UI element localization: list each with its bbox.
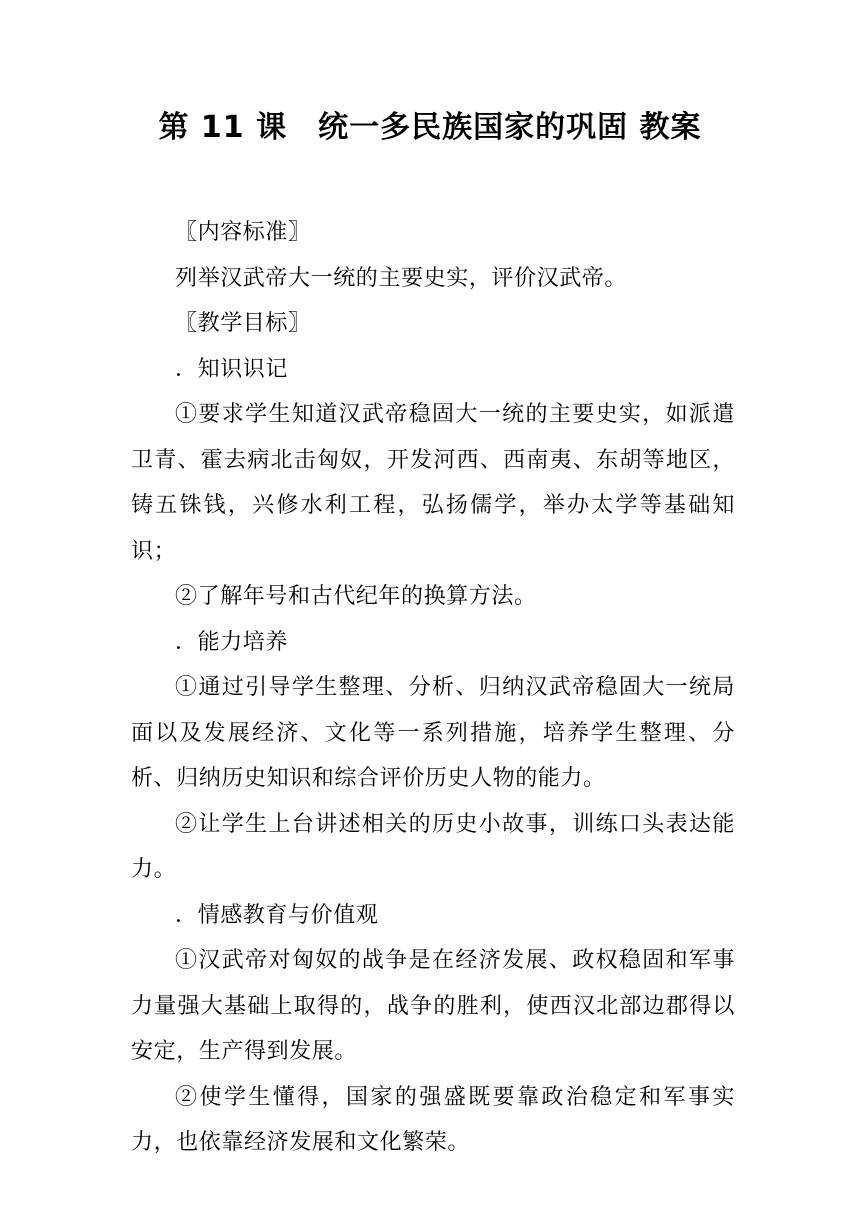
paragraph-knowledge-2: ②了解年号和古代纪年的换算方法。 xyxy=(175,584,537,609)
paragraph-values-1: ①汉武帝对匈奴的战争是在经济发展、政权稳固和军事力量强大基础上取得的，战争的胜利，使西汉北部边郡得以安定，生产得到发展。 xyxy=(131,948,735,1064)
subheading-knowledge: ．知识识记 xyxy=(175,356,289,382)
subheading-values: ．情感教育与价值观 xyxy=(175,902,379,928)
document-title: 第 11 课 统一多民族国家的巩固 教案 xyxy=(158,110,702,145)
section-heading-content-standard: 〖内容标准〗 xyxy=(175,220,311,245)
paragraph-ability-2: ②让学生上台讲述相关的历史小故事，训练口头表达能力。 xyxy=(131,811,735,882)
paragraph-knowledge-1: ①要求学生知道汉武帝稳固大一统的主要史实，如派遣卫青、霍去病北击匈奴，开发河西、西南夷、东胡等地区，铸五铢钱，兴修水利工程，弘扬儒学，举办太学等基础知识； xyxy=(131,402,735,564)
document-body xyxy=(131,210,735,1166)
paragraph-values-2: ②使学生懂得，国家的强盛既要靠政治稳定和军事实力，也依靠经济发展和文化繁荣。 xyxy=(131,1084,735,1155)
subheading-ability: ．能力培养 xyxy=(175,629,289,655)
section-heading-teaching-goals: 〖教学目标〗 xyxy=(175,311,311,336)
paragraph-content-standard-text: 列举汉武帝大一统的主要史实，评价汉武帝。 xyxy=(175,265,628,291)
paragraph-ability-1: ①通过引导学生整理、分析、归纳汉武帝稳固大一统局面以及发展经济、文化等一系列措施，培养学生整理、分析、归纳历史知识和综合评价历史人物的能力。 xyxy=(131,675,735,791)
